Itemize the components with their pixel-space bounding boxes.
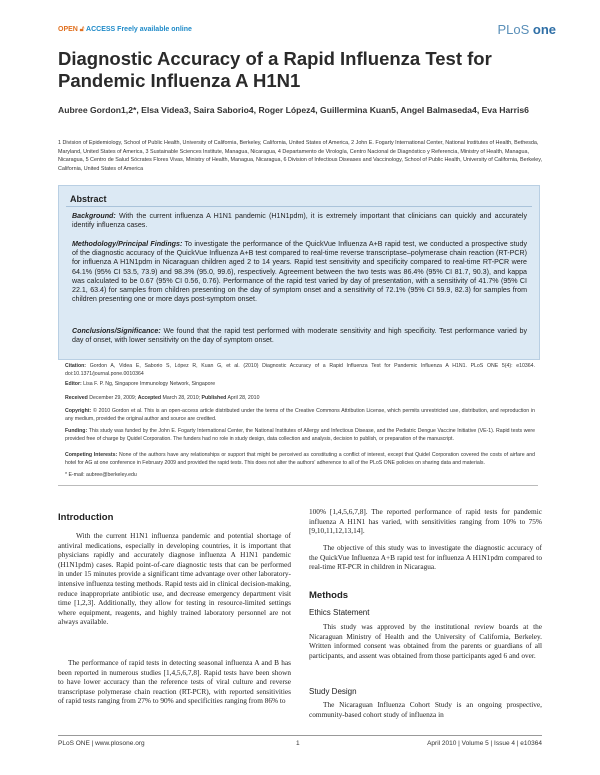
background-label: Background: [72, 212, 116, 220]
introduction-heading: Introduction [58, 512, 114, 523]
competing-text: None of the authors have any relationships or support that might be perceived as constituting a conflict of interest, except that Quidel Corporation covered the costs of airfare and hotel for AG at one conference in February 2009 and provided the rapid tests. This does not alter the authors' adherence to all of the PLoS ONE policies on sharing data and materials. [65, 452, 536, 466]
dates [65, 395, 535, 403]
abstract-heading: Abstract [70, 194, 107, 204]
open-access-banner [58, 26, 192, 34]
footer-page-number: 1 [296, 740, 300, 747]
published-date: April 28, 2010 [227, 395, 260, 401]
citation-label: Citation: [65, 363, 87, 369]
paper-title: Diagnostic Accuracy of a Rapid Influenza Test for Pandemic Influenza A H1N1 [58, 48, 492, 91]
editor [65, 381, 535, 389]
abstract-background [72, 212, 527, 230]
competing-interests [65, 452, 535, 468]
study-design-heading: Study Design [309, 687, 357, 696]
ethics-paragraph: This study was approved by the institutional review boards at the Nicaraguan Ministry of Health and the University of California, Berkeley. Written informed consent was obtained from the parents or guardians of all participants, and assent was obtained from those participants aged 6 and over. [309, 622, 542, 660]
accepted-label: Accepted [137, 395, 162, 401]
access-word: ACCESS [86, 26, 116, 33]
published-label: Published [201, 395, 227, 401]
editor-label: Editor: [65, 381, 82, 387]
study-design-paragraph: The Nicaraguan Influenza Cohort Study is an ongoing prospective, community-based cohort study of influenza in [309, 700, 542, 719]
competing-label: Competing Interests: [65, 452, 118, 458]
abstract-conclusions [72, 327, 527, 345]
right-paragraph-2: The objective of this study was to investigate the diagnostic accuracy of the QuickVue Influenza A+B rapid test for influenza A H1N1pdm compared to real-time RT-PCR in children in Nicaragua. [309, 543, 542, 572]
right-paragraph-1: 100% [1,4,5,6,7,8]. The reported performance of rapid tests for pandemic influenza A H1N1 has varied, with sensitivities ranging from 10% to 75% [9,10,11,12,13,14]. [309, 507, 542, 536]
methods-heading: Methods [309, 590, 349, 601]
accepted-date: March 28, 2010; [162, 395, 201, 401]
copyright [65, 408, 535, 424]
footer-divider [58, 735, 542, 736]
open-access-lock-icon: 🔓︎ [79, 26, 85, 33]
conclusions-text: We found that the rapid test performed with moderate sensitivity and high specificity. Test performance varied by day of onset, with lower sensitivity on the day of symptom onset. [72, 327, 527, 345]
funding [65, 428, 535, 444]
citation [65, 363, 535, 379]
copyright-text: © 2010 Gordon et al. This is an open-access article distributed under the terms of the Creative Commons Attribution License, which permits unrestricted use, distribution, and reproduction in any medium, provided the original author and source are credited. [65, 408, 535, 422]
abstract-methods [72, 240, 527, 304]
logo-one: one [532, 22, 556, 37]
affiliations: 1 Division of Epidemiology, School of Public Health, University of California, Berkeley, California, United States of America, 2 John E. Fogarty International Center, National Institutes of Health, Bethesda, Maryland, United States of America, 3 Sustainable Sciences Institute, Managua, Nicaragua, 4 Departamento de Virología, Centro Nacional de Diagnóstico y Referencia, Ministry of Health, Managua, Nicaragua, 5 Centro de Salud Sócrates Flores Vivas, Ministry of Health, Managua, Nicaragua, 6 Division of Infectious Diseases and Vaccinology, School of Public Health, University of California, Berkeley, California, United States of America [58, 140, 543, 172]
freely-available-label: Freely available online [117, 26, 192, 33]
intro-paragraph-1: With the current H1N1 influenza pandemic and potential shortage of antiviral medications, especially in developing countries, it is important that physicians rapidly and accurately diagnose influenza A H1N1 pandemic (H1N1pdm) cases. Rapid point-of-care diagnostic tests that can be performed in under 15 minutes provide a significant time advantage over other laboratory-intensive influenza testing methods. Rapid tests aid in clinical decision-making, reduce inappropriate antibiotic use, and decrease emergency department visit time [1,2,3]. Additionally, they allow for testing in resource-limited settings where equipment, reagents, and highly trained laboratory personnel are not always available. [58, 531, 291, 627]
copyright-label: Copyright: [65, 408, 92, 414]
received-label: Received [65, 395, 88, 401]
metadata-divider [58, 485, 538, 486]
author-list: Aubree Gordon1,2*, Elsa Videa3, Saira Saborio4, Roger López4, Guillermina Kuan5, Angel Balmaseda4, Eva Harris6 [58, 105, 529, 115]
footer-issue: April 2010 | Volume 5 | Issue 4 | e10364 [427, 740, 542, 747]
logo-plos: PLoS [497, 22, 530, 37]
conclusions-label: Conclusions/Significance: [72, 327, 161, 335]
funding-label: Funding: [65, 428, 88, 434]
intro-paragraph-2: The performance of rapid tests in detecting seasonal influenza A and B has been reported in numerous studies [1,4,5,6,7,8]. Rapid tests have been shown to have lower accuracy than the reference tests of viral culture and reverse transcriptase polymerase chain reaction (RT-PCR), with reported sensitivities of rapid tests ranging from 27% to 90% and specificities ranging from 86% to [58, 658, 291, 706]
citation-text: Gordon A, Videa E, Saborio S, López R, Kuan G, et al. (2010) Diagnostic Accuracy of a Rapid Influenza Test for Pandemic Influenza A H1N1. PLoS ONE 5(4): e10364. doi:10.1371/journal.pone.0010364 [65, 363, 535, 377]
plos-one-logo [497, 22, 556, 37]
ethics-heading: Ethics Statement [309, 608, 370, 617]
footer-journal[interactable]: PLoS ONE | www.plosone.org [58, 740, 145, 747]
received-date: December 29, 2009; [89, 395, 137, 401]
methods-text: To investigate the performance of the QuickVue Influenza A+B rapid test, we conducted a prospective study of the diagnostic accuracy of the QuickVue Influenza A+B test compared to real-time reverse transcriptase–polymerase chain reaction (RT-PCR) for influenza A H1N1pdm in Nicaraguan children aged 2 to 14 years. Rapid test sensitivity and specificity compared to real-time RT-PCR were 64.1% (95% CI 53.5, 73.9) and 98.3% (95.0, 99.6), respectively. Agreement between the two tests was 86.4% (95% CI 81.7, 90.3), and kappa was calculated to be 0.67 (95% CI 0.56, 0.76). Performance of the rapid test varied by day of presentation, with a sensitivity of 41.7% (95% CI 22.1, 63.4) for samples from children presenting on the day of symptom onset and a sensitivity of 72.1% (95% CI 59.9, 82.3) for samples from children presenting one or more days post-symptom onset. [72, 240, 527, 304]
methods-label: Methodology/Principal Findings: [72, 240, 183, 248]
background-text: With the current influenza A H1N1 pandemic (H1N1pdm), it is extremely important that clinicians can quickly and accurately identify influenza cases. [72, 212, 527, 230]
funding-text: This study was funded by the John E. Fogarty International Center, the National Institutes of Allergy and Infectious Disease, and the Pediatric Dengue Vaccine Initiative (VE-1). Rapid tests were provided free of charge by Quidel Corporation. The funders had no role in study design, data collection and analysis, decision to publish, or preparation of the manuscript. [65, 428, 535, 442]
editor-text: Lisa F. P. Ng, Singapore Immunology Network, Singapore [83, 381, 216, 387]
corresponding-email[interactable]: * E-mail: aubree@berkeley.edu [65, 472, 137, 478]
open-access-label: OPEN [58, 26, 78, 33]
abstract-divider [66, 206, 532, 207]
